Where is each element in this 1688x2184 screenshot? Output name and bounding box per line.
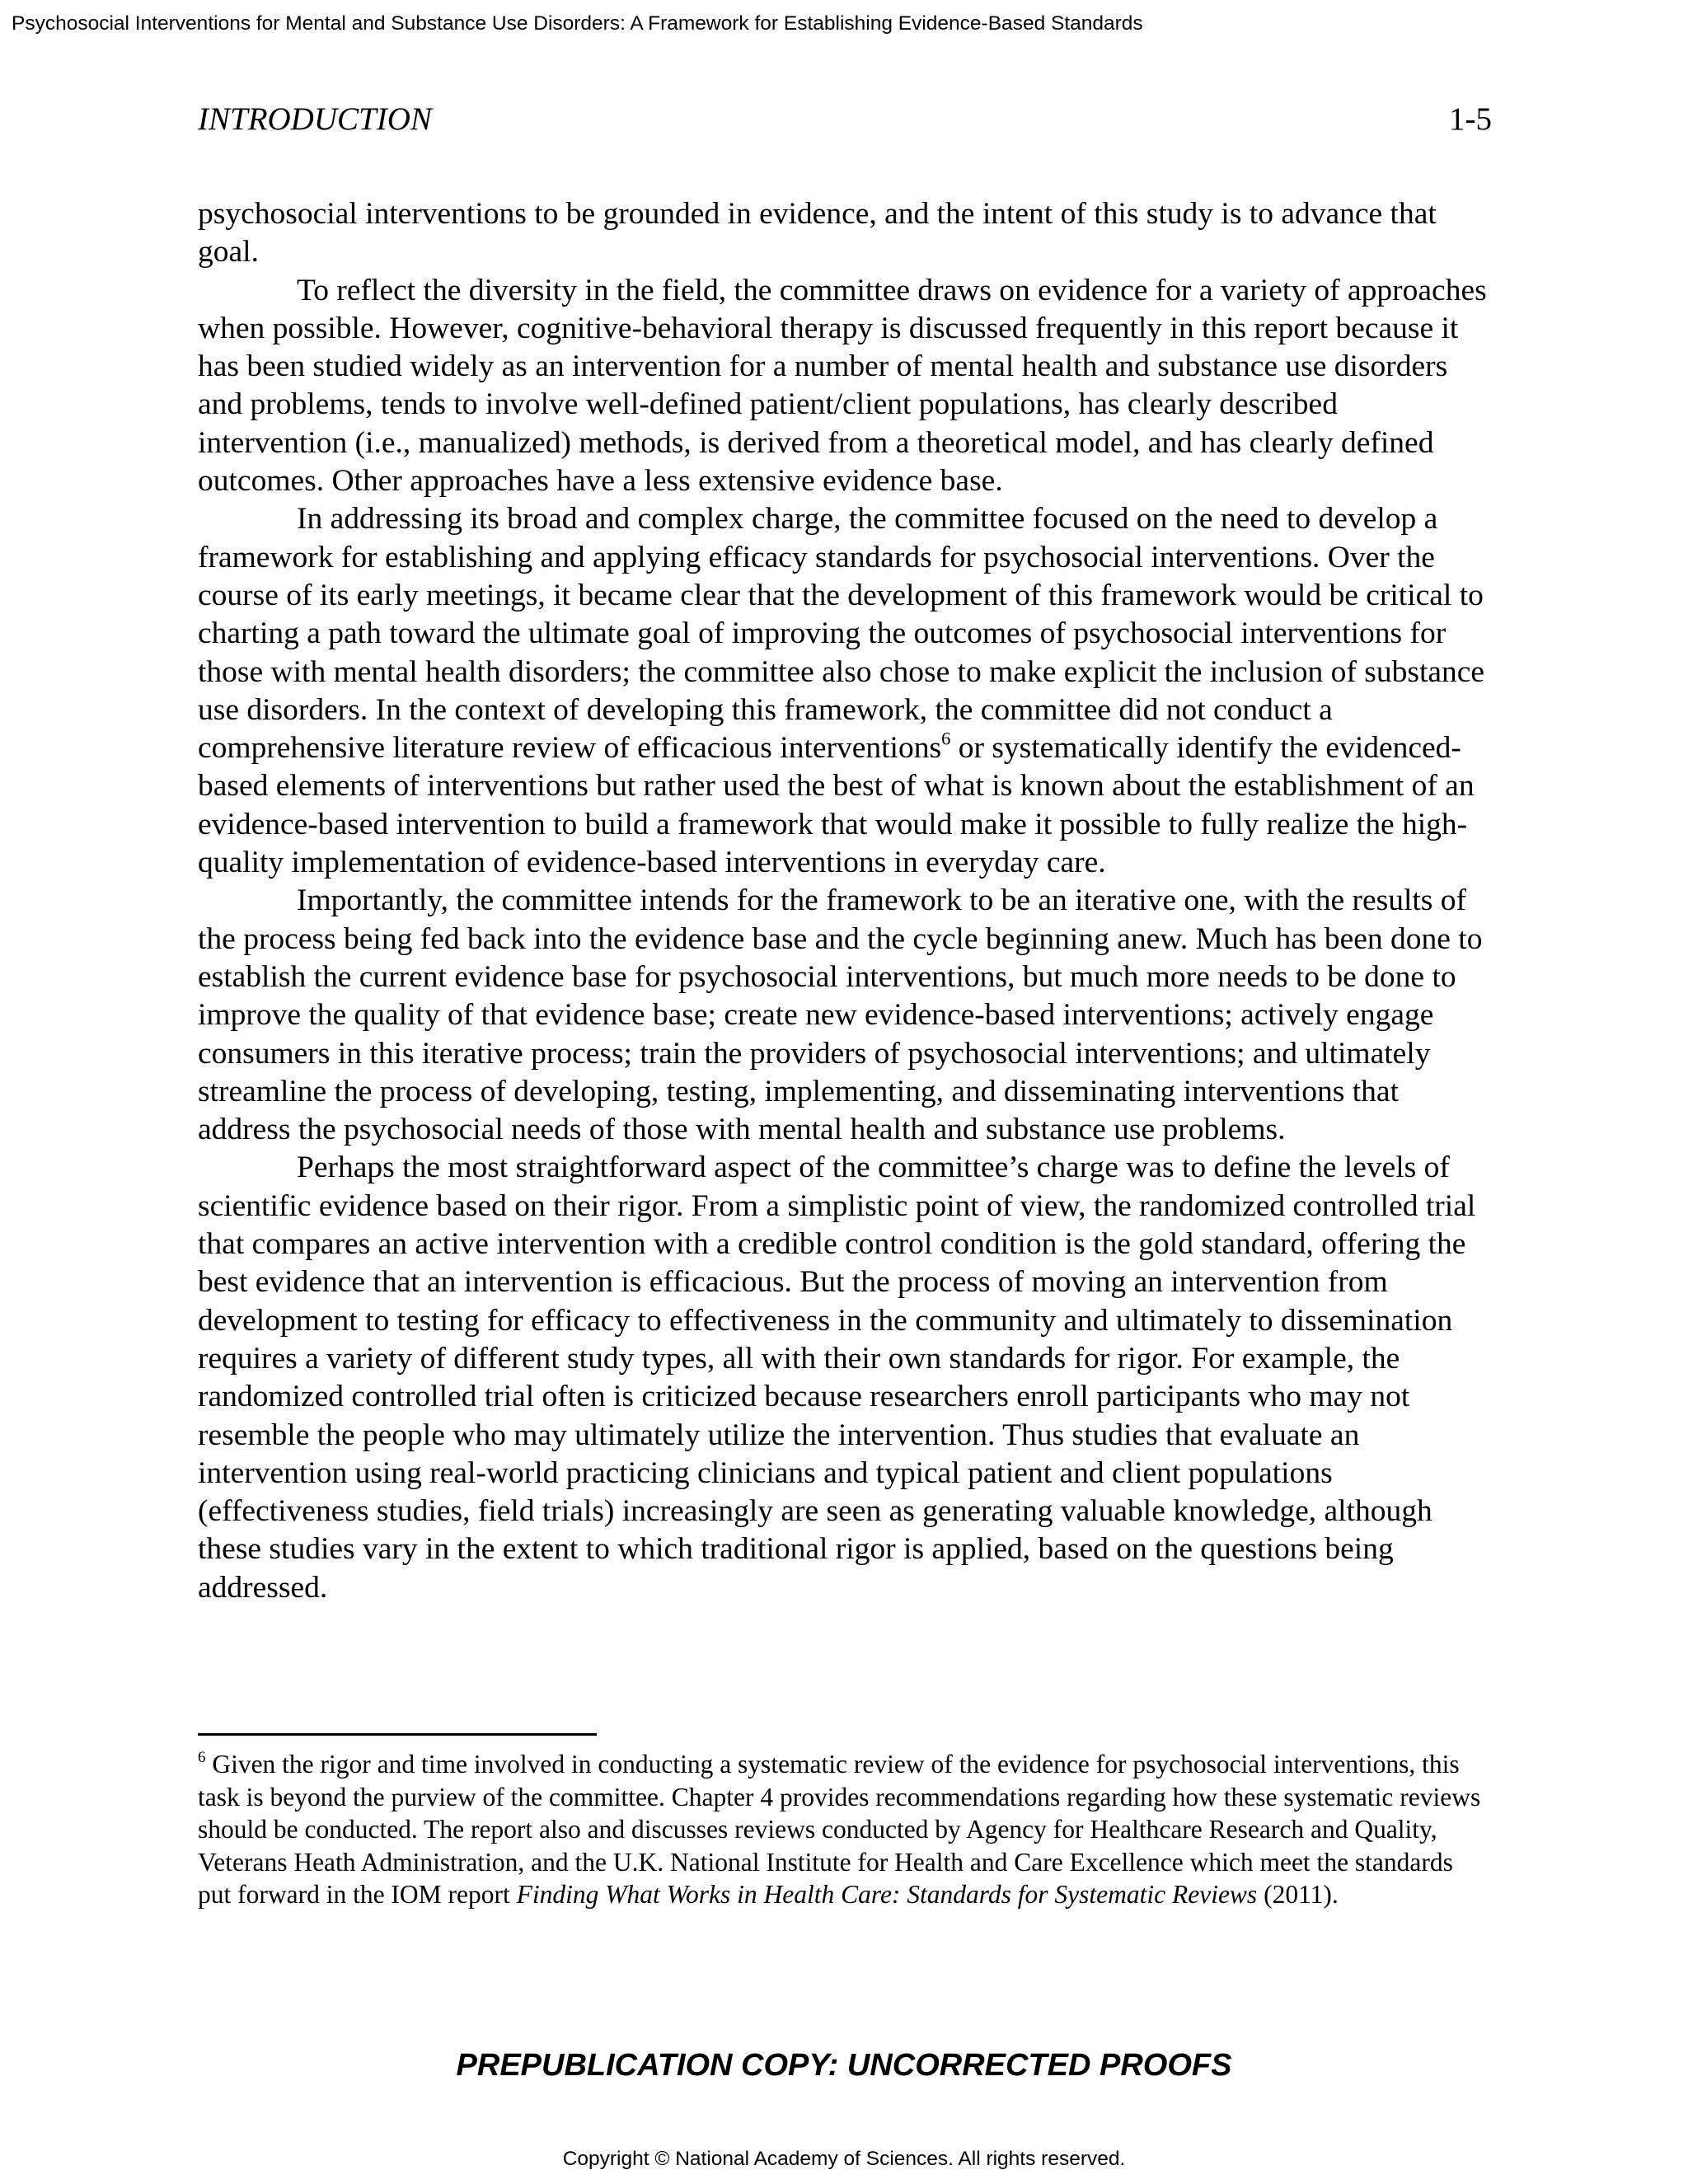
footnote-year: (2011). [1257,1880,1339,1910]
footnote-text: Given the rigor and time involved in conducting a systematic review of the evidence for psychosocial interventions, this task is beyond the purview of the committee. Chapter 4 provides recommendations regarding how these systematic reviews should be conducted. The report also and discusses reviews conducted by Agency for Healthcare Research and Quality, Veterans Heath Administration, and the U.K. National Institute for Health and Care Excellence which meet the standards put forward in the IOM report [198,1750,1481,1910]
paragraph-3-text-a: In addressing its broad and complex charge, the committee focused on the need to develop a framework for establishing and applying efficacy standards for psychosocial interventions. Over the course of its early meetings, it became clear that the development of this framework would be critical to charting a path toward the ultimate goal of improving the outcomes of psychosocial interventions for those with mental health disorders; the committee also chose to make explicit the inclusion of substance use disorders. In the context of developing this framework, the committee did not conduct a comprehensive literature review of efficacious interventions [198,502,1485,766]
footnote-number: 6 [198,1748,206,1766]
paragraph-4: Importantly, the committee intends for the framework to be an iterative one, with the results of the process being fed back into the evidence base and the cycle beginning anew. Much has been done to establish the current evidence base for psychosocial interventions, but much more needs to be done to improve the quality of that evidence base; create new evidence-based interventions; actively engage consumers in this iterative process; train the providers of psychosocial interventions; and ultimately streamline the process of developing, testing, implementing, and disseminating interventions that address the psychosocial needs of those with mental health and substance use problems. [198,883,1483,1147]
page-number: 1-5 [1449,101,1492,137]
body-text [198,195,1492,1607]
footnote-cited-title: Finding What Works in Health Care: Standards for Systematic Reviews [516,1880,1258,1910]
paragraph-2: To reflect the diversity in the field, the committee draws on evidence for a variety of approaches when possible. However, cognitive-behavioral therapy is discussed frequently in this report because it has been studied widely as an intervention for a number of mental health and substance use disorders and problems, tends to involve well-defined patient/client populations, has clearly described intervention (i.e., manualized) methods, is derived from a theoretical model, and has clearly defined outcomes. Other approaches have a less extensive evidence base. [198,273,1487,499]
paragraph-5: Perhaps the most straightforward aspect of the committee’s charge was to define the levels of scientific evidence based on their rigor. From a simplistic point of view, the randomized controlled trial that compares an active intervention with a credible control condition is the gold standard, offering the best evidence that an intervention is efficacious. But the process of moving an intervention from development to testing for efficacy to effectiveness in the community and ultimately to dissemination requires a variety of different study types, all with their own standards for rigor. For example, the randomized controlled trial often is criticized because researchers enroll participants who may not resemble the people who may ultimately utilize the intervention. Thus studies that evaluate an intervention using real-world practicing clinicians and typical patient and client populations (effectiveness studies, field trials) increasingly are seen as generating valuable knowledge, although these studies vary in the extent to which traditional rigor is applied, based on the questions being addressed. [198,1151,1476,1605]
footnote-reference: 6 [941,728,951,749]
footnote [198,1748,1492,1911]
footnote-separator [198,1733,597,1736]
paragraph-3-text-b: or systematically identify the evidenced-based elements of interventions but rather used the best of what is known about the establishment of an evidence-based intervention to build a framework that would make it possible to fully realize the high-quality implementation of evidence-based interventions in everyday care. [198,731,1475,880]
document-title-header: Psychosocial Interventions for Mental and Substance Use Disorders: A Framework for Establishing Evidence-Based Standards [12,12,1143,35]
prepublication-notice: PREPUBLICATION COPY: UNCORRECTED PROOFS [456,2048,1232,2083]
copyright-notice: Copyright © National Academy of Sciences. All rights reserved. [562,2148,1126,2170]
paragraph-1: psychosocial interventions to be grounded in evidence, and the intent of this study is to advance that goal. [198,197,1437,269]
paragraph-3 [198,500,1492,882]
chapter-title: INTRODUCTION [198,101,432,137]
running-head [198,96,1492,143]
